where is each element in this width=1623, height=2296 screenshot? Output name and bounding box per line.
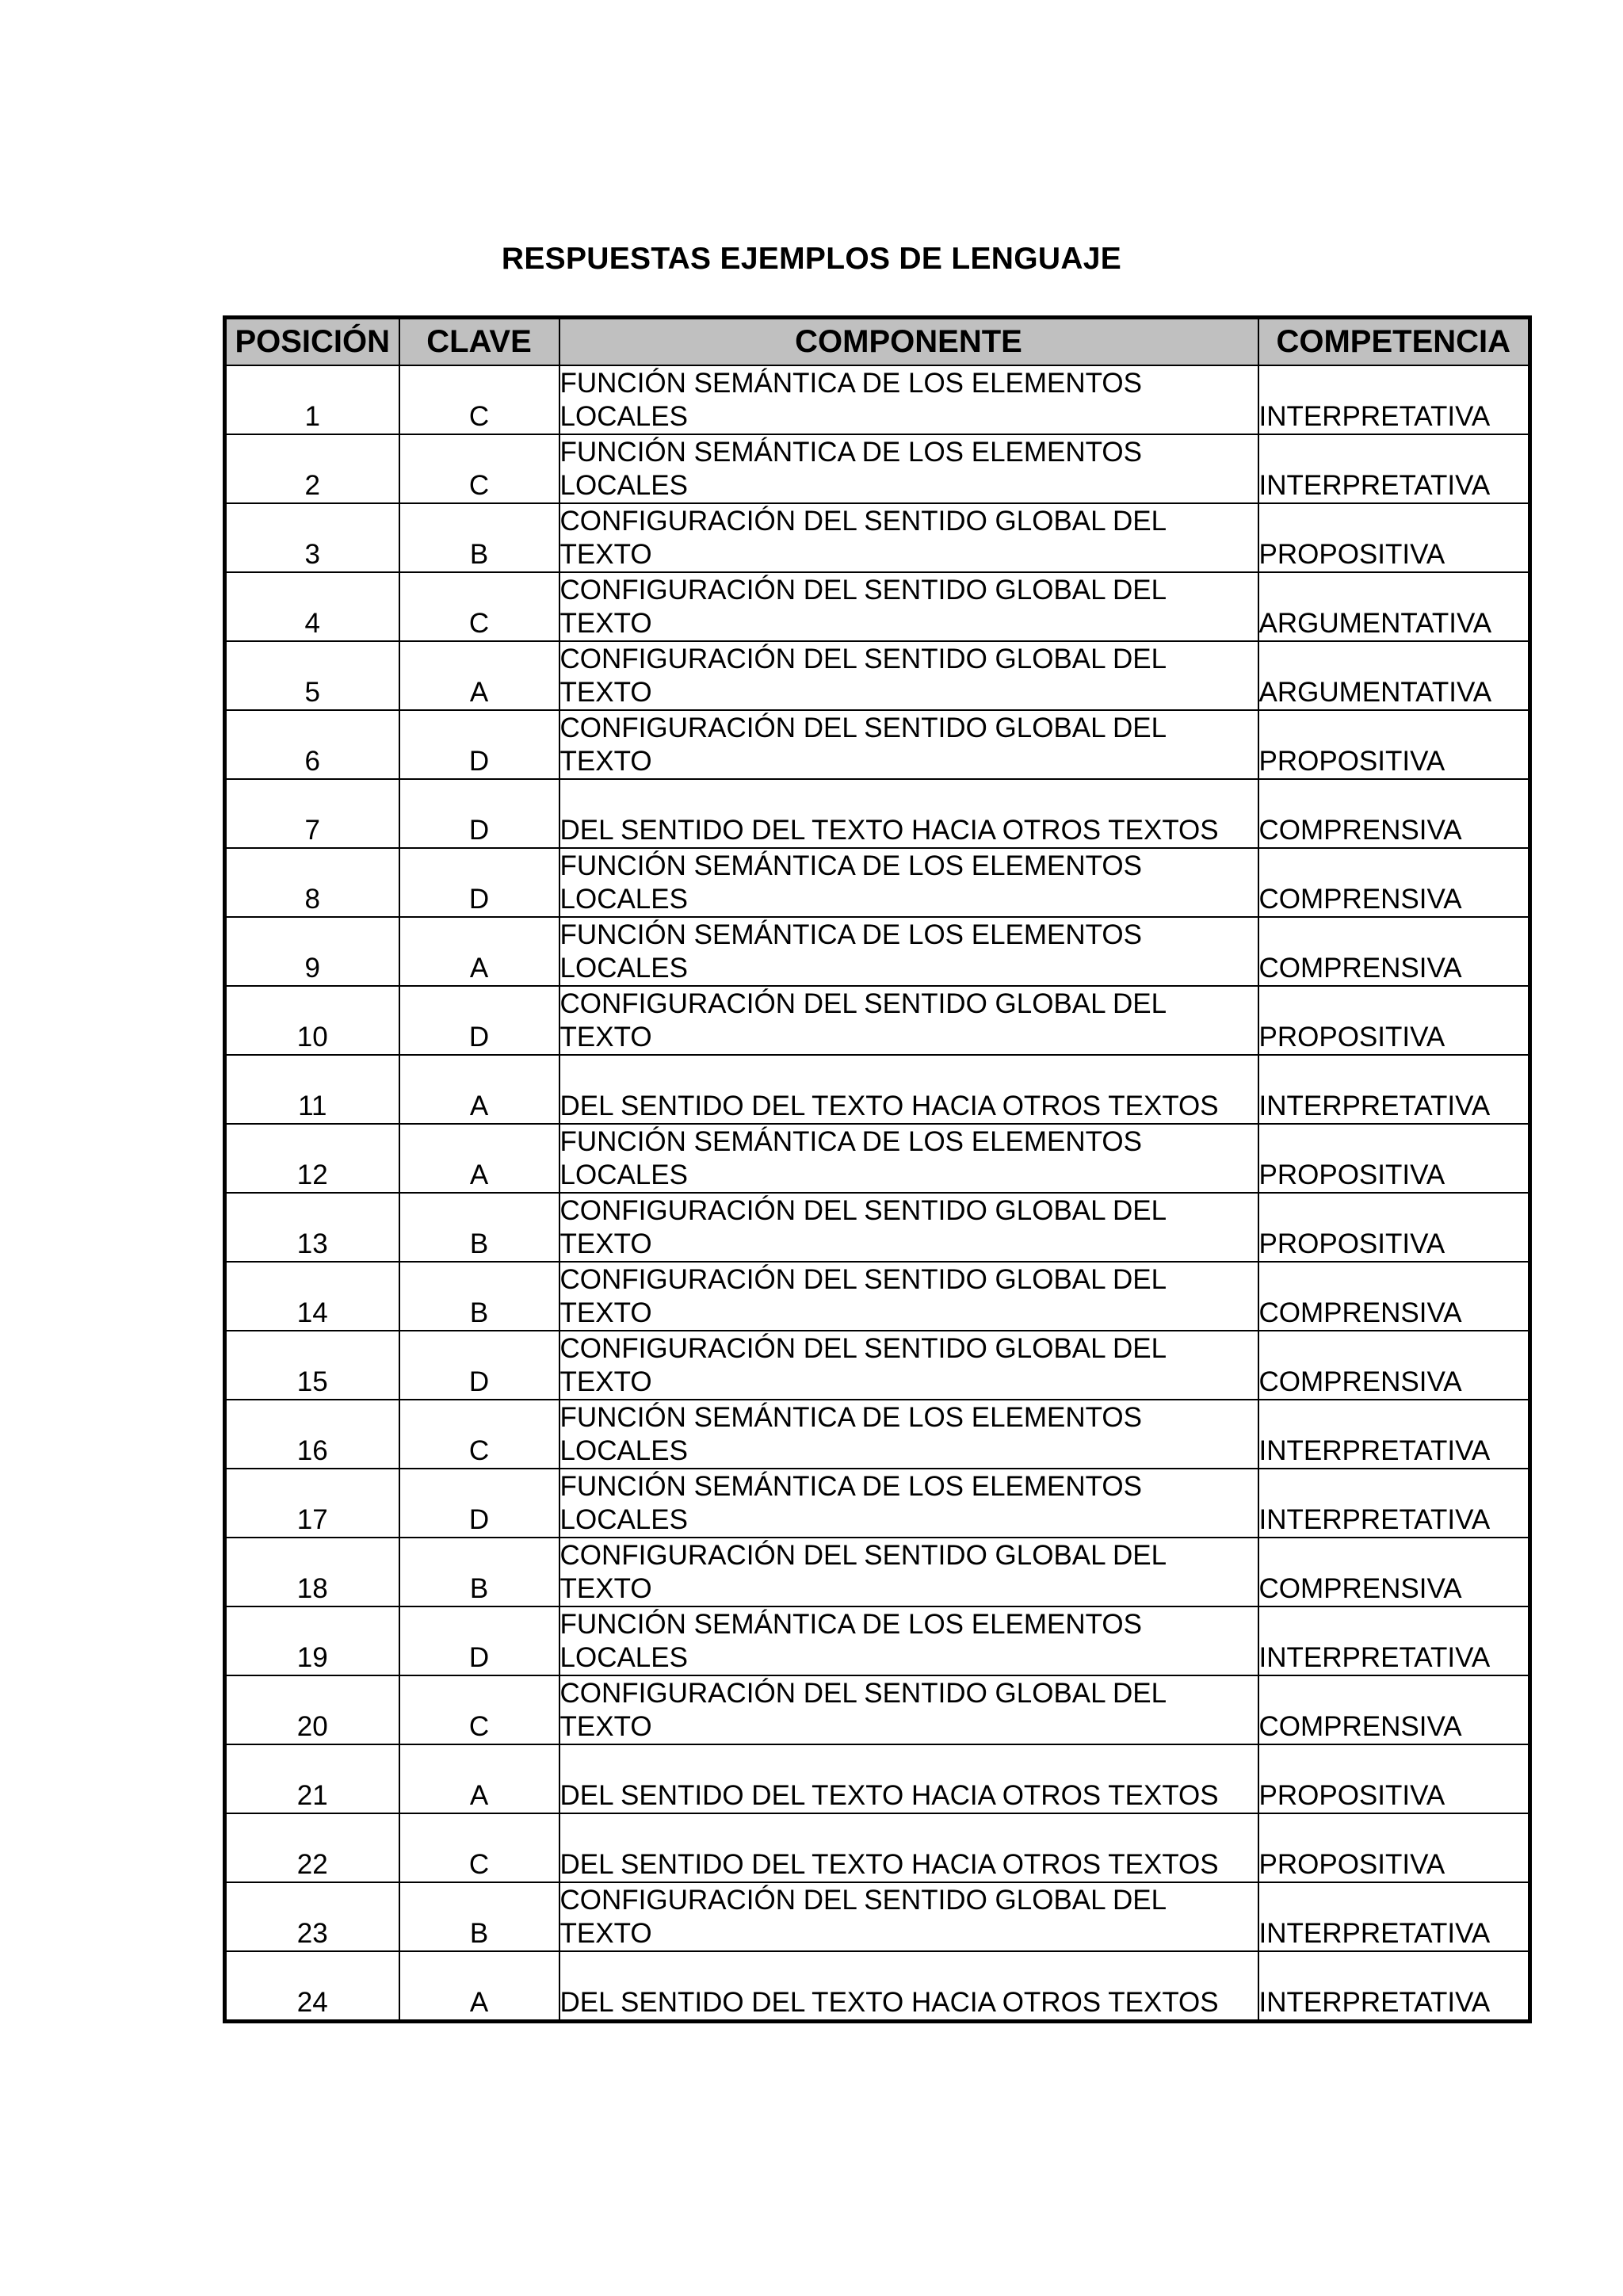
- table-row: [225, 1193, 1530, 1262]
- cell-componente: DEL SENTIDO DEL TEXTO HACIA OTROS TEXTOS: [559, 1055, 1258, 1124]
- cell-competencia: INTERPRETATIVA: [1258, 1469, 1530, 1538]
- cell-posicion: 12: [225, 1124, 399, 1193]
- cell-competencia: PROPOSITIVA: [1258, 1193, 1530, 1262]
- cell-componente: FUNCIÓN SEMÁNTICA DE LOS ELEMENTOS LOCALES: [559, 848, 1258, 917]
- cell-clave: D: [399, 1331, 559, 1400]
- table-row: [225, 641, 1530, 710]
- cell-competencia: COMPRENSIVA: [1258, 1538, 1530, 1606]
- cell-clave: C: [399, 1400, 559, 1469]
- cell-posicion: 1: [225, 365, 399, 434]
- cell-competencia: PROPOSITIVA: [1258, 710, 1530, 779]
- cell-competencia: INTERPRETATIVA: [1258, 1882, 1530, 1951]
- table-row: [225, 1538, 1530, 1606]
- cell-clave: B: [399, 1193, 559, 1262]
- cell-competencia: COMPRENSIVA: [1258, 1675, 1530, 1744]
- document-title: RESPUESTAS EJEMPLOS DE LENGUAJE: [501, 242, 1122, 276]
- cell-clave: A: [399, 1951, 559, 2022]
- cell-componente: DEL SENTIDO DEL TEXTO HACIA OTROS TEXTOS: [559, 1744, 1258, 1813]
- cell-posicion: 22: [225, 1813, 399, 1882]
- cell-componente: FUNCIÓN SEMÁNTICA DE LOS ELEMENTOS LOCALES: [559, 1400, 1258, 1469]
- cell-clave: D: [399, 986, 559, 1055]
- cell-posicion: 6: [225, 710, 399, 779]
- cell-competencia: INTERPRETATIVA: [1258, 1951, 1530, 2022]
- cell-clave: B: [399, 1262, 559, 1331]
- cell-componente: FUNCIÓN SEMÁNTICA DE LOS ELEMENTOS LOCALES: [559, 1469, 1258, 1538]
- cell-clave: C: [399, 434, 559, 503]
- cell-clave: C: [399, 1813, 559, 1882]
- cell-clave: A: [399, 1124, 559, 1193]
- cell-posicion: 19: [225, 1606, 399, 1675]
- cell-posicion: 11: [225, 1055, 399, 1124]
- cell-componente: FUNCIÓN SEMÁNTICA DE LOS ELEMENTOS LOCALES: [559, 434, 1258, 503]
- cell-componente: CONFIGURACIÓN DEL SENTIDO GLOBAL DEL TEXTO: [559, 1675, 1258, 1744]
- cell-clave: A: [399, 917, 559, 986]
- cell-componente: CONFIGURACIÓN DEL SENTIDO GLOBAL DEL TEXTO: [559, 986, 1258, 1055]
- cell-componente: DEL SENTIDO DEL TEXTO HACIA OTROS TEXTOS: [559, 779, 1258, 848]
- cell-competencia: COMPRENSIVA: [1258, 848, 1530, 917]
- cell-posicion: 17: [225, 1469, 399, 1538]
- cell-competencia: COMPRENSIVA: [1258, 1331, 1530, 1400]
- table-header-row: [225, 318, 1530, 366]
- cell-posicion: 16: [225, 1400, 399, 1469]
- cell-competencia: PROPOSITIVA: [1258, 1813, 1530, 1882]
- cell-clave: C: [399, 1675, 559, 1744]
- cell-componente: CONFIGURACIÓN DEL SENTIDO GLOBAL DEL TEXTO: [559, 1538, 1258, 1606]
- table-row: [225, 434, 1530, 503]
- table-row: [225, 1882, 1530, 1951]
- table-row: [225, 1951, 1530, 2022]
- cell-posicion: 13: [225, 1193, 399, 1262]
- cell-competencia: INTERPRETATIVA: [1258, 365, 1530, 434]
- cell-competencia: COMPRENSIVA: [1258, 1262, 1530, 1331]
- table-row: [225, 1469, 1530, 1538]
- table-row: [225, 365, 1530, 434]
- answers-table: [223, 315, 1532, 2023]
- cell-clave: A: [399, 641, 559, 710]
- cell-clave: D: [399, 779, 559, 848]
- table-row: [225, 1124, 1530, 1193]
- cell-posicion: 15: [225, 1331, 399, 1400]
- cell-posicion: 5: [225, 641, 399, 710]
- cell-componente: FUNCIÓN SEMÁNTICA DE LOS ELEMENTOS LOCALES: [559, 1124, 1258, 1193]
- cell-posicion: 18: [225, 1538, 399, 1606]
- cell-componente: CONFIGURACIÓN DEL SENTIDO GLOBAL DEL TEXTO: [559, 1331, 1258, 1400]
- cell-competencia: PROPOSITIVA: [1258, 503, 1530, 572]
- cell-competencia: INTERPRETATIVA: [1258, 1400, 1530, 1469]
- cell-componente: FUNCIÓN SEMÁNTICA DE LOS ELEMENTOS LOCALES: [559, 917, 1258, 986]
- cell-competencia: INTERPRETATIVA: [1258, 434, 1530, 503]
- cell-competencia: INTERPRETATIVA: [1258, 1606, 1530, 1675]
- table-row: [225, 710, 1530, 779]
- cell-competencia: INTERPRETATIVA: [1258, 1055, 1530, 1124]
- cell-componente: DEL SENTIDO DEL TEXTO HACIA OTROS TEXTOS: [559, 1813, 1258, 1882]
- table-row: [225, 1606, 1530, 1675]
- table-row: [225, 779, 1530, 848]
- header-componente: COMPONENTE: [559, 318, 1258, 366]
- cell-clave: D: [399, 710, 559, 779]
- cell-componente: CONFIGURACIÓN DEL SENTIDO GLOBAL DEL TEXTO: [559, 641, 1258, 710]
- table-row: [225, 917, 1530, 986]
- table-body: [225, 365, 1530, 2022]
- cell-competencia: COMPRENSIVA: [1258, 917, 1530, 986]
- table-row: [225, 1675, 1530, 1744]
- header-posicion: POSICIÓN: [225, 318, 399, 366]
- table-row: [225, 848, 1530, 917]
- cell-componente: CONFIGURACIÓN DEL SENTIDO GLOBAL DEL TEXTO: [559, 710, 1258, 779]
- cell-posicion: 2: [225, 434, 399, 503]
- cell-posicion: 3: [225, 503, 399, 572]
- cell-posicion: 10: [225, 986, 399, 1055]
- table-row: [225, 1331, 1530, 1400]
- cell-posicion: 24: [296, 1987, 328, 2018]
- cell-componente: CONFIGURACIÓN DEL SENTIDO GLOBAL DEL TEXTO: [559, 1262, 1258, 1331]
- cell-competencia: PROPOSITIVA: [1258, 1124, 1530, 1193]
- cell-componente: FUNCIÓN SEMÁNTICA DE LOS ELEMENTOS LOCALES: [559, 365, 1258, 434]
- cell-clave: A: [399, 1744, 559, 1813]
- cell-posicion: 21: [225, 1744, 399, 1813]
- cell-clave: C: [399, 572, 559, 641]
- cell-competencia: ARGUMENTATIVA: [1258, 641, 1530, 710]
- table-row: [225, 1055, 1530, 1124]
- cell-componente: CONFIGURACIÓN DEL SENTIDO GLOBAL DEL TEXTO: [559, 503, 1258, 572]
- cell-posicion: 9: [225, 917, 399, 986]
- cell-competencia: COMPRENSIVA: [1258, 779, 1530, 848]
- cell-posicion: 7: [225, 779, 399, 848]
- table-row: [225, 1744, 1530, 1813]
- cell-posicion: 23: [225, 1882, 399, 1951]
- cell-clave: D: [399, 1469, 559, 1538]
- cell-posicion: 8: [225, 848, 399, 917]
- table-row: [225, 572, 1530, 641]
- cell-posicion: 14: [225, 1262, 399, 1331]
- cell-componente: CONFIGURACIÓN DEL SENTIDO GLOBAL DEL TEXTO: [559, 572, 1258, 641]
- cell-componente: DEL SENTIDO DEL TEXTO HACIA OTROS TEXTOS: [559, 1951, 1258, 2022]
- cell-competencia: PROPOSITIVA: [1258, 1744, 1530, 1813]
- cell-clave: A: [399, 1055, 559, 1124]
- cell-competencia: PROPOSITIVA: [1258, 986, 1530, 1055]
- cell-clave: C: [399, 365, 559, 434]
- cell-posicion: 4: [225, 572, 399, 641]
- table-row: [225, 1262, 1530, 1331]
- header-competencia: COMPETENCIA: [1258, 318, 1530, 366]
- table-row: [225, 1400, 1530, 1469]
- cell-competencia: ARGUMENTATIVA: [1258, 572, 1530, 641]
- cell-posicion: 20: [225, 1675, 399, 1744]
- table-row: [225, 503, 1530, 572]
- cell-clave: D: [399, 848, 559, 917]
- cell-componente: FUNCIÓN SEMÁNTICA DE LOS ELEMENTOS LOCALES: [559, 1606, 1258, 1675]
- cell-clave: D: [399, 1606, 559, 1675]
- cell-componente: CONFIGURACIÓN DEL SENTIDO GLOBAL DEL TEXTO: [559, 1882, 1258, 1951]
- cell-componente: CONFIGURACIÓN DEL SENTIDO GLOBAL DEL TEXTO: [559, 1193, 1258, 1262]
- cell-clave: B: [399, 1538, 559, 1606]
- cell-clave: B: [399, 1882, 559, 1951]
- table-row: [225, 1813, 1530, 1882]
- header-clave: CLAVE: [399, 318, 559, 366]
- table-row: [225, 986, 1530, 1055]
- cell-clave: B: [399, 503, 559, 572]
